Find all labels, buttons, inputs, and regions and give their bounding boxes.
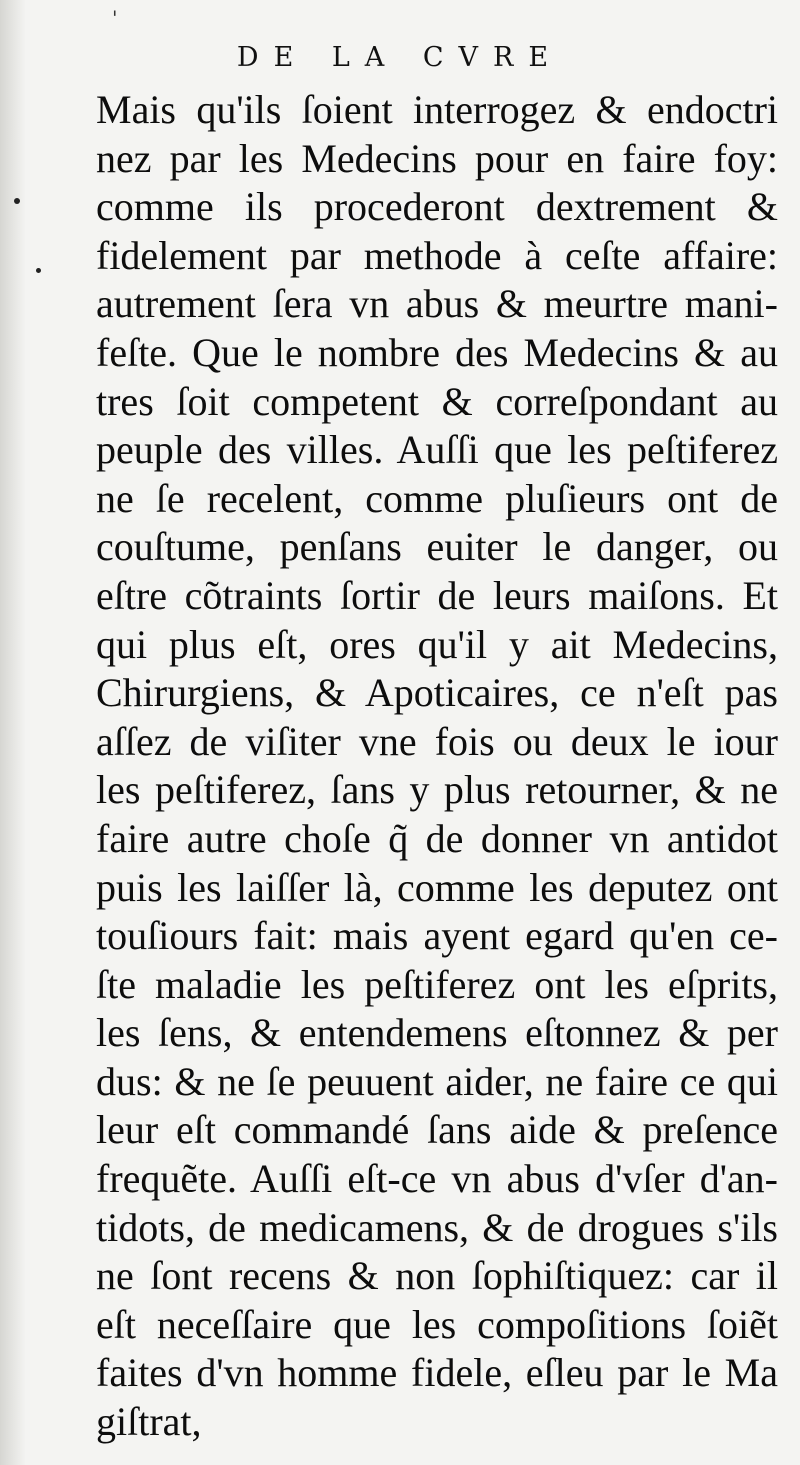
text-line: nez par les Medecins pour en faire foy:	[96, 135, 778, 181]
text-line: tres ſoit competent & correſpondant au	[96, 378, 778, 424]
catchword: giſtrat,	[96, 1399, 202, 1445]
text-line: eſtre cõtraints ſortir de leurs maiſons. Et	[96, 572, 778, 618]
text-line: ne ſe recelent, comme pluſieurs ont de	[96, 475, 778, 521]
text-line: fidelement par methode à ceſte affaire:	[96, 232, 778, 278]
text-line: comme ils procederont dextrement &	[96, 184, 778, 230]
text-line: qui plus eſt, ores qu'il y ait Medecins,	[96, 621, 778, 667]
text-line: les peſtiferez, ſans y plus retourner, & ne	[96, 767, 778, 813]
text-line: les ſens, & entendemens eſtonnez & per	[96, 1010, 778, 1056]
text-line: Chirurgiens, & Apoticaires, ce n'eſt pas	[96, 670, 778, 716]
text-line: dus: & ne ſe peuuent aider, ne faire ce qui	[96, 1058, 778, 1104]
text-line: aſſez de viſiter vne fois ou deux le iour	[96, 718, 778, 764]
body-text	[96, 86, 778, 1447]
text-line: frequẽte. Auſſi eſt-ce vn abus d'vſer d'an-	[96, 1156, 778, 1202]
text-line: couſtume, penſans euiter le danger, ou	[96, 524, 778, 570]
text-line: faites d'vn homme fidele, eſleu par le Ma	[96, 1350, 778, 1396]
running-head: DE LA CVRE	[236, 42, 564, 73]
ink-speck	[14, 198, 20, 204]
text-line: feſte. Que le nombre des Medecins & au	[96, 329, 778, 375]
text-line: autrement ſera vn abus & meurtre mani-	[96, 281, 778, 327]
text-line: faire autre choſe q̃ de donner vn antidot	[96, 815, 778, 861]
text-line: puis les laiſſer là, comme les deputez ont	[96, 864, 778, 910]
text-line: ſte maladie les peſtiferez ont les eſprits,	[96, 961, 778, 1007]
text-line: leur eſt commandé ſans aide & preſence	[96, 1107, 778, 1153]
text-line: peuple des villes. Auſſi que les peſtiferez	[96, 427, 778, 473]
text-line: ne ſont recens & non ſophiſtiquez: car il	[96, 1253, 778, 1299]
text-line: Mais qu'ils ſoient interrogez & endoctri	[96, 87, 778, 132]
ink-speck	[36, 268, 41, 273]
text-line: eſt neceſſaire que les compoſitions ſoiẽt	[96, 1301, 778, 1347]
text-line: touſiours fait: mais ayent egard qu'en ce-	[96, 913, 778, 959]
text-line: tidots, de medicamens, & de drogues s'ils	[96, 1204, 778, 1250]
page-edge-shadow	[0, 0, 26, 1465]
margin-mark: '	[112, 6, 118, 30]
